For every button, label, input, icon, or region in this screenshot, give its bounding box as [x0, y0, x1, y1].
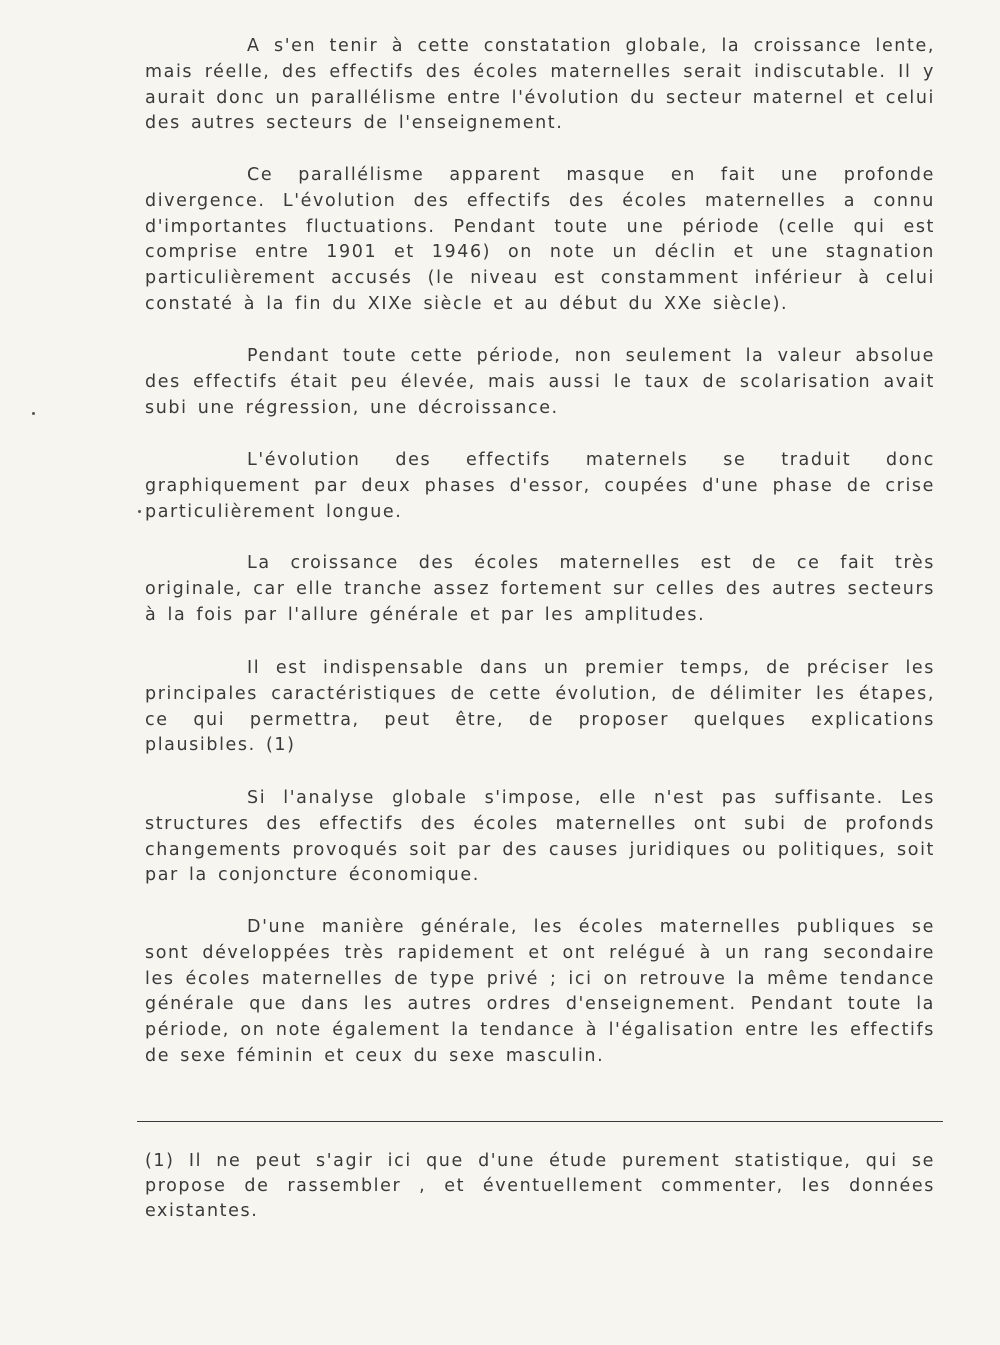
paragraph-4: L'évolution des effectifs maternels se traduit donc graphiquement par deux phases d'essor, coupées d'une phase de crise particulièrement longue.	[145, 450, 935, 522]
footnote-separator	[137, 1121, 943, 1122]
paragraph-1: A s'en tenir à cette constatation globale, la croissance lente, mais réelle, des effectifs des écoles maternelles serait indiscutable. Il y aurait donc un parallélisme entre l'évolution du secteur maternel et celui des autres secteurs de l'enseignement.	[145, 36, 935, 134]
paragraph-7: Si l'analyse globale s'impose, elle n'est pas suffisante. Les structures des effectifs des écoles maternelles ont subi de profonds changements provoqués soit par des causes juridiques ou politiques, soit par la conjoncture économique.	[145, 788, 935, 886]
paragraph-5: La croissance des écoles maternelles est de ce fait très originale, car elle tranche assez fortement sur celles des autres secteurs à la fois par l'allure générale et par les amplitudes.	[145, 553, 935, 625]
margin-mark	[32, 412, 35, 415]
paragraph-8: D'une manière générale, les écoles maternelles publiques se sont développées très rapidement et ont relégué à un rang secondaire les écoles maternelles de type privé ; ici on retrouve la même tendance générale que dans les autres ordres d'enseignement. Pendant toute la période, on note également la tendance à l'égalisation entre les effectifs de sexe féminin et ceux du sexe masculin.	[145, 917, 935, 1066]
paragraph-6: Il est indispensable dans un premier temps, de préciser les principales caractéristiques de cette évolution, de délimiter les étapes, ce qui permettra, peut être, de proposer quelques explications plausibles. (1)	[145, 658, 935, 756]
margin-mark	[138, 510, 141, 513]
paragraph-3: Pendant toute cette période, non seulement la valeur absolue des effectifs était peu élevée, mais aussi le taux de scolarisation avait subi une régression, une décroissance.	[145, 346, 935, 418]
paragraph-2: Ce parallélisme apparent masque en fait une profonde divergence. L'évolution des effectifs des écoles maternelles a connu d'importantes fluctuations. Pendant toute une période (celle qui est comprise entre 1901 et 1946) on note un déclin et une stagnation particulièrement accusés (le niveau est constamment inférieur à celui constaté à la fin du XIXe siècle et au début du XXe siècle).	[145, 165, 935, 314]
footnote: (1) Il ne peut s'agir ici que d'une étude purement statistique, qui se propose de rassembler , et éventuellement commenter, les données existantes.	[145, 1151, 935, 1221]
